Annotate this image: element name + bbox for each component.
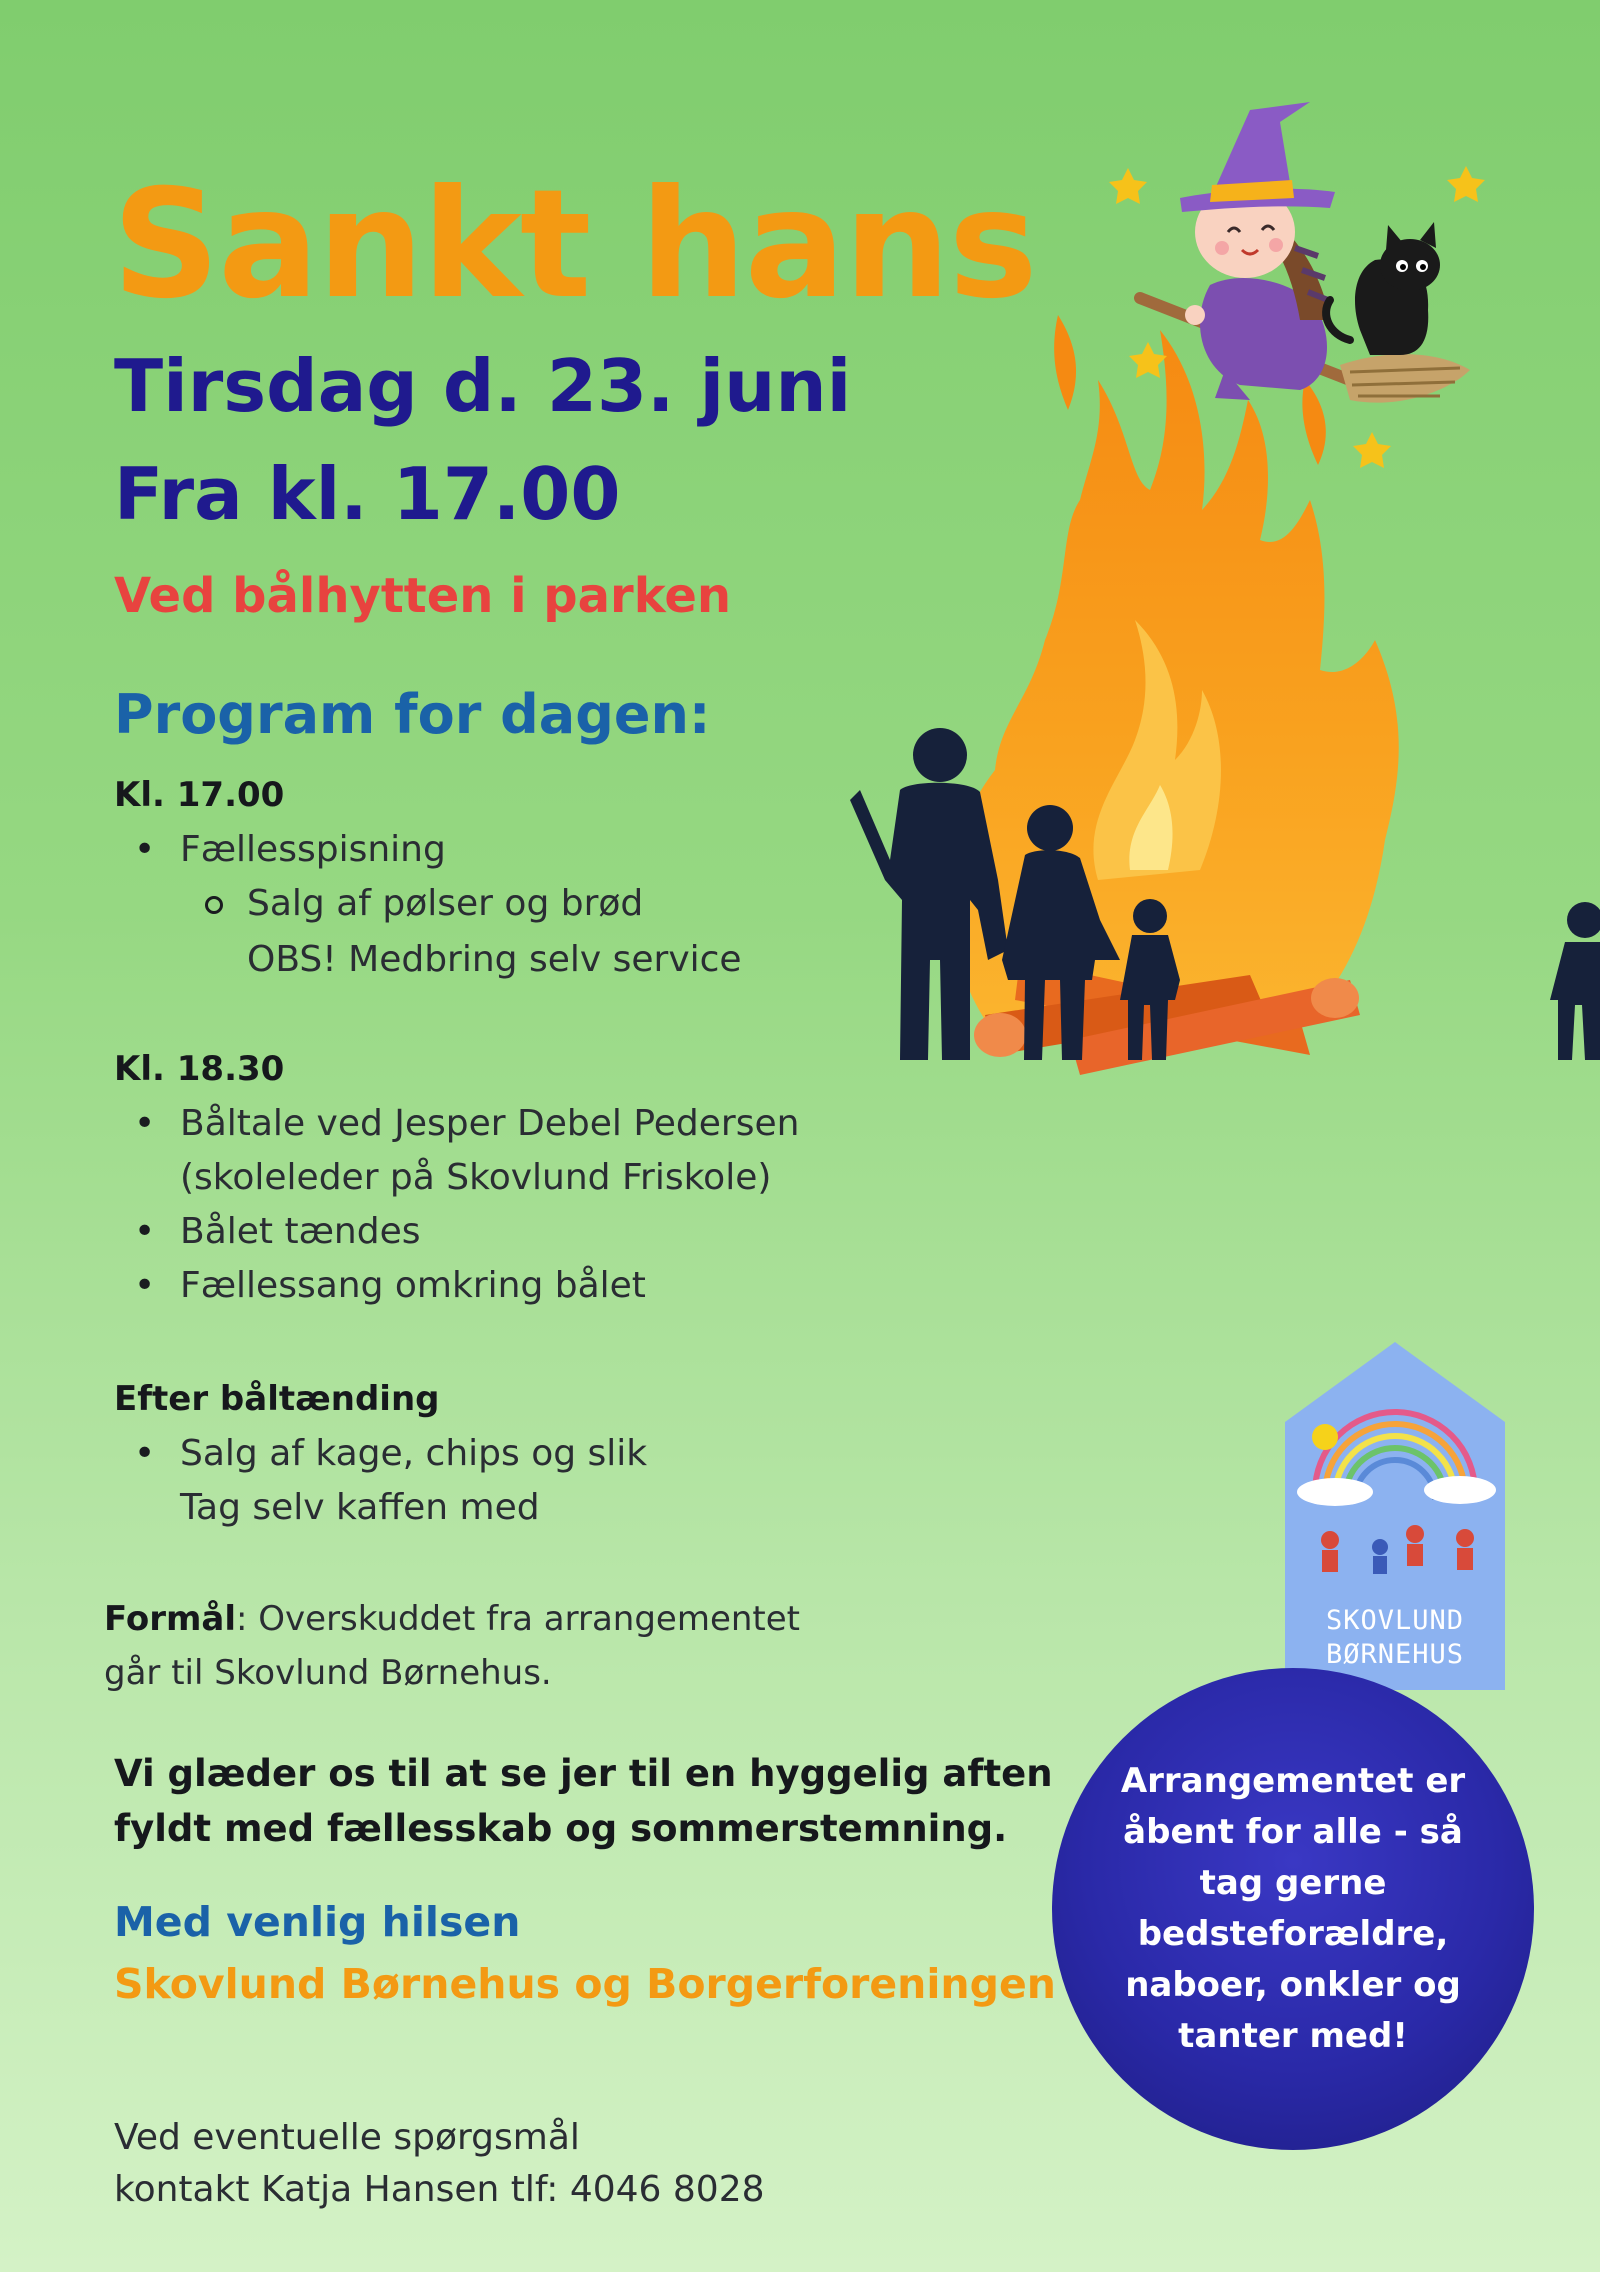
- page-title: Sankt hans: [112, 158, 1036, 332]
- closing-line: Vi glæder os til at se jer til en hyggelig aften: [114, 1752, 1053, 1795]
- program-item: Fællessang omkring bålet: [180, 1265, 646, 1306]
- event-time: Fra kl. 17.00: [114, 452, 621, 536]
- info-circle: [1052, 1668, 1534, 2150]
- event-date: Tirsdag d. 23. juni: [114, 344, 852, 428]
- program-item-continuation: Tag selv kaffen med: [180, 1487, 540, 1528]
- circle-line: tanter med!: [1178, 2016, 1408, 2056]
- program-time-label: Efter båltænding: [114, 1379, 440, 1419]
- organizers-text: Skovlund Børnehus og Borgerforeningen: [114, 1960, 1056, 2008]
- info-circle-text: [1113, 1756, 1473, 2062]
- regards-text: Med venlig hilsen: [114, 1898, 521, 1946]
- sub-bullet-icon: [205, 896, 223, 914]
- program-item: Salg af kage, chips og slik: [180, 1433, 648, 1474]
- contact-info: [114, 2112, 765, 2216]
- contact-line: Ved eventuelle spørgsmål: [114, 2117, 580, 2158]
- circle-line: Arrangementet er: [1120, 1761, 1466, 1801]
- program-subitem-note: OBS! Medbring selv service: [247, 939, 742, 980]
- program-heading: Program for dagen:: [114, 683, 711, 746]
- circle-line: naboer, onkler og: [1125, 1965, 1461, 2005]
- logo: [1285, 1342, 1505, 1690]
- program-item: Bålet tændes: [180, 1211, 421, 1252]
- illustration: [830, 80, 1600, 1100]
- bullet-icon: •: [134, 1265, 156, 1306]
- event-place: Ved bålhytten i parken: [114, 568, 732, 624]
- bullet-icon: •: [134, 829, 156, 870]
- purpose-text: : Overskuddet fra arrangementet: [236, 1599, 801, 1639]
- closing-message: [114, 1746, 1053, 1856]
- circle-line: bedsteforældre,: [1137, 1914, 1449, 1954]
- bullet-icon: •: [134, 1211, 156, 1252]
- program-time-label: Kl. 18.30: [114, 1049, 285, 1089]
- program-item-continuation: (skoleleder på Skovlund Friskole): [180, 1157, 772, 1198]
- logo-line: SKOVLUND: [1325, 1605, 1465, 1636]
- bullet-icon: •: [134, 1433, 156, 1474]
- program-item: Fællesspisning: [180, 829, 446, 870]
- contact-line: kontakt Katja Hansen tlf: 4046 8028: [114, 2169, 765, 2210]
- bullet-icon: •: [134, 1103, 156, 1144]
- black-cat-icon: [1326, 222, 1440, 355]
- sun-icon: [1312, 1424, 1338, 1450]
- logo-label: [1285, 1604, 1505, 1672]
- program-item: Båltale ved Jesper Debel Pedersen: [180, 1103, 800, 1144]
- purpose-text: går til Skovlund Børnehus.: [104, 1653, 552, 1693]
- purpose-note: [104, 1592, 800, 1700]
- circle-line: tag gerne: [1199, 1863, 1387, 1903]
- program-subitem: Salg af pølser og brød: [247, 883, 644, 924]
- program-time-label: Kl. 17.00: [114, 775, 285, 815]
- purpose-label: Formål: [104, 1599, 236, 1639]
- circle-line: åbent for alle - så: [1123, 1812, 1463, 1852]
- closing-line: fyldt med fællesskab og sommerstemning.: [114, 1807, 1008, 1850]
- logo-line: BØRNEHUS: [1325, 1639, 1465, 1670]
